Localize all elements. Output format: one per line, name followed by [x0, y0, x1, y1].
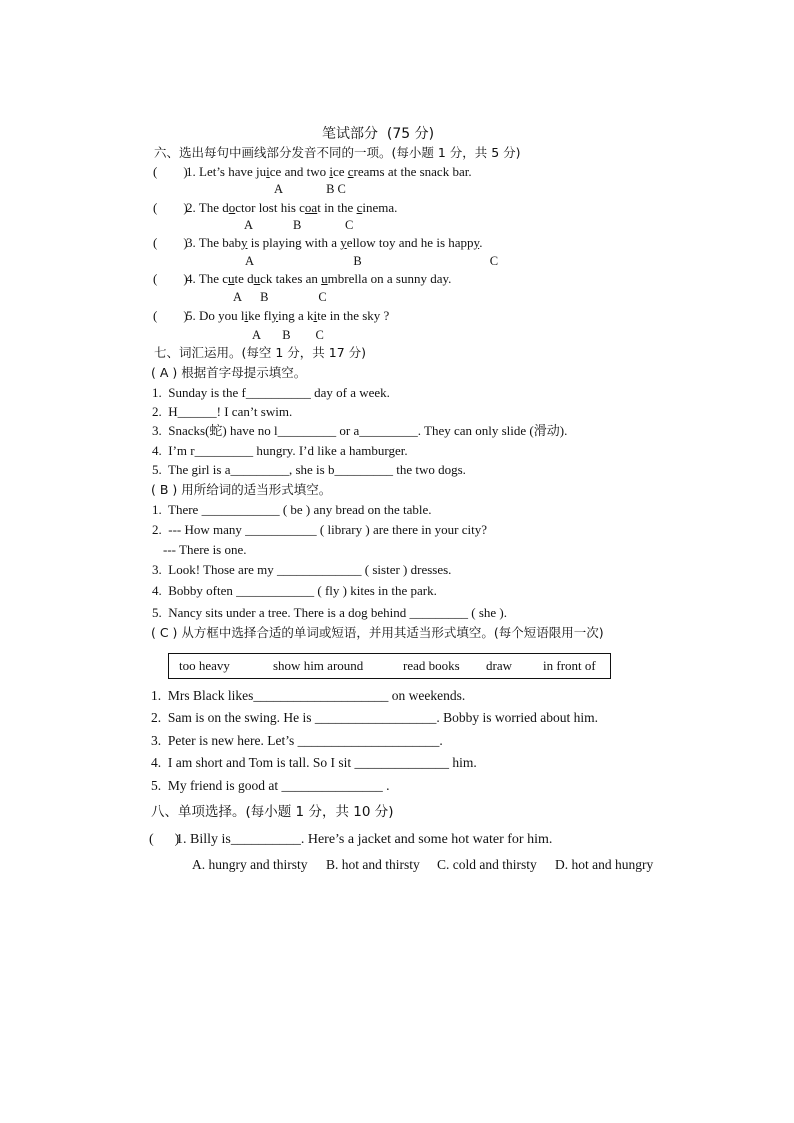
part-a-item[interactable]: 2. H______! I can’t swim. [152, 404, 293, 419]
option-d[interactable]: D. hot and hungry [555, 857, 654, 872]
part-b-item[interactable]: 1. There ____________ ( be ) any bread on the table. [152, 502, 432, 517]
part-a-item[interactable]: 3. Snacks(蛇) have no l_________ or a_________. They can only slide (滑动). [152, 423, 568, 438]
part-c-item[interactable]: 5. My friend is good at _______________ . [151, 778, 390, 793]
word-bank-item: in front of [543, 658, 596, 673]
question-text: 5. Do you like flying a kite in the sky ? [186, 308, 390, 323]
mc-question-1: 1. Billy is__________. Here’s a jacket and some hot water for him. [176, 832, 553, 847]
section7-heading: 七、词汇运用。(每空 1 分，共 17 分) [154, 345, 367, 360]
part-a-item[interactable]: 5. The girl is a_________, she is b_________ the two dogs. [152, 462, 466, 477]
option-c[interactable]: C. cold and thirsty [437, 857, 537, 872]
section8-heading: 八、单项选择。(每小题 1 分，共 10 分) [151, 804, 394, 820]
option-letters: A B C [233, 290, 327, 304]
word-bank-item: too heavy [179, 658, 230, 673]
option-letters: A B C [244, 218, 354, 232]
question-text: 4. The cute duck takes an umbrella on a sunny day. [186, 271, 452, 286]
question-text: 3. The baby is playing with a yellow toy and he is happy. [186, 235, 483, 250]
part-b-answer-note: --- There is one. [163, 542, 247, 557]
part-c-item[interactable]: 3. Peter is new here. Let’s _____________________. [151, 733, 443, 748]
part-b-item[interactable]: 4. Bobby often ____________ ( fly ) kites in the park. [152, 583, 437, 598]
answer-blank[interactable]: ( ) [153, 200, 188, 215]
part-a-item[interactable]: 1. Sunday is the f__________ day of a week. [152, 385, 390, 400]
part-b-item[interactable]: 5. Nancy sits under a tree. There is a dog behind _________ ( she ). [152, 605, 508, 620]
part-c-item[interactable]: 4. I am short and Tom is tall. So I sit ______________ him. [151, 755, 477, 770]
part-a-heading: ( A ) 根据首字母提示填空。 [151, 365, 307, 380]
part-c-heading: ( C ) 从方框中选择合适的单词或短语，并用其适当形式填空。(每个短语限用一次) [151, 625, 604, 640]
answer-blank[interactable]: ( ) [149, 832, 180, 847]
option-letters: A B C [252, 328, 324, 342]
answer-blank[interactable]: ( ) [153, 308, 188, 323]
option-a[interactable]: A. hungry and thirsty [192, 857, 308, 872]
part-b-item[interactable]: 3. Look! Those are my _____________ ( sister ) dresses. [152, 562, 452, 577]
word-bank-box [168, 653, 611, 679]
answer-blank[interactable]: ( ) [153, 164, 188, 179]
part-c-item[interactable]: 2. Sam is on the swing. He is __________________. Bobby is worried about him. [151, 710, 598, 725]
section6-heading: 六、选出每句中画线部分发音不同的一项。(每小题 1 分，共 5 分) [154, 145, 521, 160]
answer-blank[interactable]: ( ) [153, 235, 188, 250]
word-bank-item: show him around [273, 658, 364, 673]
option-letters: A B C [245, 254, 499, 268]
part-b-heading: ( B ) 用所给词的适当形式填空。 [151, 482, 332, 497]
question-text: 2. The doctor lost his coat in the cinema. [186, 200, 398, 215]
word-bank-item: read books [403, 658, 460, 673]
part-a-item[interactable]: 4. I’m r_________ hungry. I’d like a hamburger. [152, 443, 408, 458]
page-title: 笔试部分 (75 分) [322, 126, 435, 142]
option-b[interactable]: B. hot and thirsty [326, 857, 420, 872]
part-c-item[interactable]: 1. Mrs Black likes____________________ on weekends. [151, 688, 466, 703]
part-b-item[interactable]: 2. --- How many ___________ ( library ) are there in your city? [152, 522, 488, 537]
question-text: 1. Let’s have juice and two ice creams at the snack bar. [186, 164, 472, 179]
option-letters: A B C [274, 182, 346, 196]
answer-blank[interactable]: ( ) [153, 271, 188, 286]
word-bank-item: draw [486, 658, 512, 673]
